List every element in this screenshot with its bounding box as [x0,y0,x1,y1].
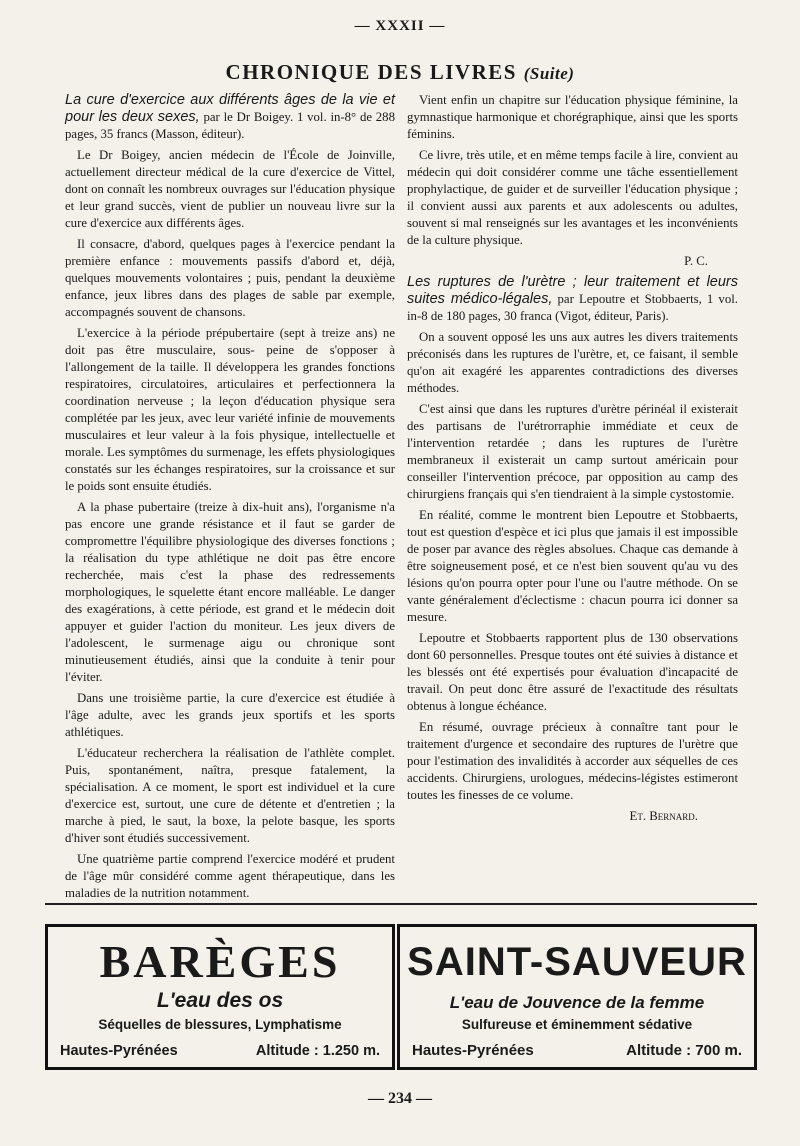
right-paragraph: En réalité, comme le montrent bien Lepoutre et Stobbaerts, tout est question d'espèce et ici plus que jamais il est impossible de poser par avance des règles absolues. Chaque cas demande à être soigneusement posé, et ce n'est bien souvent qu'au vu des lésions qu'on pourra opter pour l'une ou l'autre méthode. On se vante généralement d'éclectisme : chacun pourra ici donner sa mesure. [407,508,738,624]
review2-ref: par Lepoutre et Stobbaerts, 1 vol. in-8 de 180 pages, 30 franca (Vigot, éditeur, Paris). [407,292,738,323]
ad-bareges-name: BARÈGES [99,936,341,987]
ad-saint-sauveur-name: SAINT-SAUVEUR [407,940,747,984]
title-text: CHRONIQUE DES LIVRES [225,60,517,84]
ad-bareges-altitude: Altitude : 1.250 m. [255,1043,380,1059]
ad-saint-sauveur [397,924,757,1070]
advertisements [45,924,757,1070]
ad-bareges-region: Hautes-Pyrénées [60,1043,178,1059]
right-paragraph: Ce livre, très utile, et en même temps facile à lire, convient au médecin qui doit considérer comme une tâche essentiellement prophylactique, de guider et de surveiller l'éducation physique ; il convient aussi aux parents et aux adolescents ou adultes, souvent si mal renseignés sur les avantages et les inconvénients de la culture physique. [407,148,738,247]
right-paragraph: Lepoutre et Stobbaerts rapportent plus de 130 observations dont 60 personnelles. Presque toutes ont été suivies à distance et les blessés ont été expertisés pour évaluation d'incapacité de travail. On peut donc être assuré de l'exactitude des résultats obtenus à longue échéance. [407,631,738,713]
left-paragraph: A la phase pubertaire (treize à dix-huit ans), l'organisme n'a pas encore une grande résistance et il faut se garder de compromettre l'équilibre physiologique des diverses fonctions ; la réalisation du type athlétique ne doit pas être encore recherchée, mais c'est la phase des redressements morphologiques, le squelette étant encore malléable. Le danger des exagérations, à cette période, est grand et le médecin doit appuyer et guider l'action du moniteur. Les jeux divers de l'adolescent, le surmenage aigu ou chronique sont minutieusement étudiés, ainsi que la conduite à tenir pour l'éviter. [65,500,395,684]
right-paragraph: En résumé, ouvrage précieux à connaître tant pour le traitement d'urgence et secondaire des ruptures de l'urètre que pour l'estimation des invalidités à accorder aux séquelles de ces accidents. Chirurgiens, urologues, médecins-légistes estimeront toutes les finesses de ce volume. [407,720,738,802]
section-divider [45,903,757,905]
ad-saint-sauveur-description: Sulfureuse et éminemment sédative [461,1017,693,1032]
signature-pc: P. C. [684,254,708,268]
ad-bareges-description: Séquelles de blessures, Lymphatisme [98,1017,342,1032]
left-paragraph: L'éducateur recherchera la réalisation de l'athlète complet. Puis, spontanément, naîtra, presque fatalement, la spécialisation. A ce moment, le sport est individuel et la cure d'exercice est, surtout, une cure de détente et d'entretien ; la marche à pied, le saut, la boxe, la pelote basque, les sports d'hiver sont étudiés successivement. [65,746,395,845]
review2-title: Les ruptures de l'urètre ; leur traitement et leurs suites médico-légales, [407,274,738,307]
right-column [407,92,738,829]
left-paragraph: Il consacre, d'abord, quelques pages à l'exercice pendant la première enfance : mouvements passifs d'abord et, déjà, quelques mouvements volontaires ; puis, pendant la deuxième enfance, jeux libres dans des plages de sable par exemple, accompagnés souvent de chansons. [65,237,395,319]
ad-saint-sauveur-region: Hautes-Pyrénées [412,1042,534,1059]
page-number-top: — XXXII — [354,18,446,34]
review1-heading [65,92,395,143]
ad-saint-sauveur-tagline: L'eau de Jouvence de la femme [449,993,705,1012]
page-number-bottom: — 234 — [368,1090,432,1107]
review2-heading [407,274,738,325]
page-title [0,60,800,85]
title-suite: (Suite) [523,64,575,83]
signature-bernard: Et. Bernard. [629,809,698,823]
ad-bareges-tagline: L'eau des os [156,989,284,1012]
right-paragraph: C'est ainsi que dans les ruptures d'urètre périnéal il existerait des partisans de l'urétrorraphie immédiate et ceux de l'intervention retardée ; dans les ruptures de l'urètre membraneux il existerait un camp surtout américain pour conseiller l'intervention précoce, par opposition au camp des chirurgiens français qui s'en tiendraient à la simple cystostomie. [407,402,738,501]
left-paragraph: Dans une troisième partie, la cure d'exercice est étudiée à l'âge adulte, avec les grands jeux sportifs et les sports athlétiques. [65,691,395,739]
ad-saint-sauveur-footer [412,1042,742,1059]
left-paragraph: L'exercice à la période prépubertaire (sept à treize ans) ne doit pas être musculaire, sous- peine de s'opposer à l'allongement de la taille. Il développera les grandes fonctions respiratoires, circulatoires, articulaires et perfectionnera la coordination nerveuse ; la leçon d'éducation physique sera complétée par les jeux, avec leur variété infinie de mouvements musculaires et leur valeur à la fois physique, intellectuelle et morale. Les symptômes du surmenage, les effets physiologiques constatés sur les échanges respiratoires, sur la croissance et sur le poids sont ensuite étudiés. [65,326,395,493]
left-column [65,92,395,906]
left-paragraph: Le Dr Boigey, ancien médecin de l'École de Joinville, actuellement directeur médical de la cure d'exercice de Vittel, dont on connaît les nombreux ouvrages sur l'éducation physique et leur grand succès, vient de publier un nouveau livre sur la cure d'exercice aux différents âges. [65,148,395,230]
ad-saint-sauveur-altitude: Altitude : 700 m. [626,1042,742,1059]
review1-title: La cure d'exercice aux différents âges de la vie et pour les deux sexes, [65,92,395,125]
review1-ref: par le Dr Boigey. 1 vol. in-8° de 288 pages, 35 francs (Masson, éditeur). [65,110,395,141]
ad-bareges-footer [60,1043,380,1059]
right-paragraph: Vient enfin un chapitre sur l'éducation physique féminine, la gymnastique harmonique et chorégraphique, ainsi que les sports féminins. [407,93,738,141]
left-paragraph: Une quatrième partie comprend l'exercice modéré et prudent de l'âge mûr considéré comme agent thérapeutique, dans les maladies de la nutrition notamment. [65,852,395,900]
right-paragraph: On a souvent opposé les uns aux autres les divers traitements préconisés dans les ruptures de l'urètre, et, ce faisant, il semble qu'on ait exagéré les apparentes contradictions des diverses méthodes. [407,330,738,395]
ad-bareges [45,924,395,1070]
